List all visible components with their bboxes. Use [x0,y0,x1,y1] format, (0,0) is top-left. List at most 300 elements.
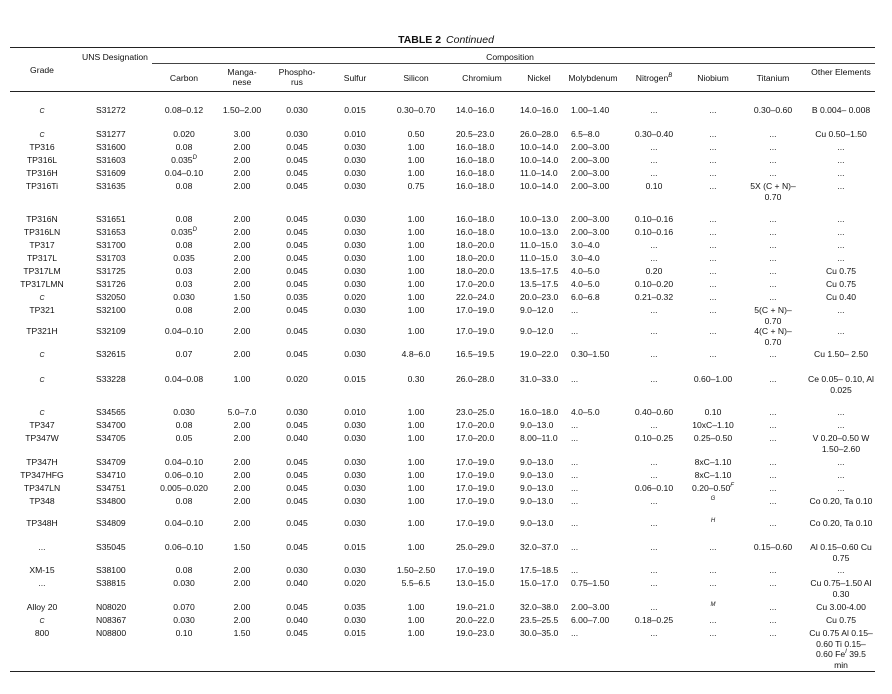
cell-grade [10,374,74,387]
cell-value: ... [709,129,717,139]
cell-niobium [684,578,742,589]
cell-uns-designation [96,292,156,303]
cell-grade [10,470,74,481]
cell-grade [10,240,74,251]
cell-uns-designation [96,420,156,431]
cell-value: 0.10–0.25 [634,433,674,443]
cell-value: S31726 [96,279,126,289]
cell-phosphorus [272,602,322,613]
cell-chromium [456,518,516,529]
cell-nickel [520,326,566,337]
cell-value: ... [571,420,579,430]
cell-molybdenum [571,602,627,613]
cell-other-elements [806,181,876,192]
cell-silicon [388,142,444,153]
bottom-rule [10,671,875,672]
cell-value: 0.015 [344,542,366,552]
cell-value: 0.20–0.50 [692,483,731,493]
cell-value: V 0.20–0.50 W 1.50–2.60 [812,433,870,454]
cell-grade [10,518,74,529]
cell-uns-designation [96,628,156,639]
grade-footnote: C [39,618,45,625]
cell-value: 2.00 [233,326,251,336]
cell-value: 0.045 [286,168,308,178]
cell-value: ... [837,470,845,480]
cell-phosphorus [272,292,322,303]
cell-nitrogen [626,496,682,507]
cell-value: 0.045 [286,628,308,638]
cell-value: 0.10 [175,628,193,638]
cell-value: 2.00–3.00 [571,214,610,224]
cell-value: 0.030 [173,615,195,625]
cell-value: 1.00 [407,602,425,612]
cell-silicon [388,420,444,431]
cell-nickel [520,518,566,529]
cell-manganese [220,292,264,303]
cell-value: 0.070 [173,602,195,612]
cell-manganese [220,181,264,192]
cell-nitrogen [626,542,682,553]
cell-titanium [744,214,802,225]
cell-silicon [388,615,444,626]
cell-value: 0.005–0.020 [160,483,208,493]
cell-value: 1.00 [407,542,425,552]
cell-value: 2.00 [233,142,251,152]
cell-carbon [152,602,216,613]
cell-value: S32050 [96,292,126,302]
cell-value: 16.0–18.0 [456,214,495,224]
cell-carbon [152,483,216,494]
cell-value: 0.030 [344,483,366,493]
cell-value: 2.00 [233,496,251,506]
cell-molybdenum [571,240,627,251]
cell-value: Co 0.20, Ta 0.10 [809,518,873,528]
cell-value: ... [38,578,46,588]
cell-nitrogen [626,457,682,468]
cell-titanium [744,105,802,116]
cell-value: 1.50–2.00 [222,105,262,115]
cell-value: 16.0–18.0 [456,227,495,237]
cell-uns-designation [96,407,156,418]
cell-grade [10,615,74,628]
cell-value: 0.020 [344,292,366,302]
cell-sulfur [330,628,380,639]
cell-silicon [388,349,444,360]
cell-manganese [220,496,264,507]
header-composition: Composition [486,52,534,62]
cell-value: ... [709,227,717,237]
cell-value: 0.030 [344,518,366,528]
cell-value: 11.0–14.0 [520,168,558,178]
cell-other-elements [806,105,876,116]
cell-value: TP316H [26,168,58,178]
cell-value: 1.50 [233,292,251,302]
cell-value: 0.045 [286,253,308,263]
cell-value: 0.045 [286,496,308,506]
cell-sulfur [330,292,380,303]
cell-value: 2.00–3.00 [571,142,610,152]
cell-value: 17.0–19.0 [456,565,495,575]
cell-sulfur [330,542,380,553]
cell-silicon [388,578,444,589]
header-manganese: Manga- nese [227,67,257,87]
cell-other-elements [806,253,876,264]
cell-value: TP317LM [23,266,61,276]
cell-chromium [456,105,516,116]
cell-uns-designation [96,518,156,529]
cell-value: ... [769,227,777,237]
cell-niobium [684,181,742,192]
cell-nitrogen [626,326,682,337]
cell-value: S34709 [96,457,126,467]
cell-carbon [152,155,216,166]
cell-molybdenum [571,227,627,238]
cell-value: 19.0–23.0 [456,628,495,638]
cell-grade [10,253,74,264]
cell-nickel [520,578,566,589]
cell-value: S33228 [96,374,126,384]
cell-niobium [684,253,742,264]
cell-value: 0.030 [344,565,366,575]
cell-manganese [220,142,264,153]
cell-carbon [152,565,216,576]
cell-niobium [684,433,742,444]
header-chromium: Chromium [462,73,502,83]
cell-value: 0.045 [286,266,308,276]
cell-value: 0.030 [286,407,308,417]
cell-uns-designation [96,214,156,225]
cell-nitrogen [626,407,682,418]
cell-uns-designation [96,305,156,316]
cell-value: 9.0–12.0 [520,305,554,315]
cell-value: TP347H [26,457,58,467]
cell-nitrogen [626,615,682,626]
cell-phosphorus [272,240,322,251]
cell-value: 2.00–3.00 [571,602,610,612]
cell-carbon [152,628,216,639]
cell-titanium [744,565,802,576]
cell-value: ... [769,518,777,528]
cell-value: ... [571,457,579,467]
cell-nickel [520,542,566,553]
cell-niobium [684,483,742,494]
cell-carbon [152,542,216,553]
cell-other-elements [806,326,876,337]
cell-value: 1.00 [407,615,425,625]
cell-uns-designation [96,181,156,192]
cell-value: S31700 [96,240,126,250]
cell-value: ... [837,142,845,152]
cell-value: 4.0–5.0 [571,279,600,289]
cell-value: ... [650,578,658,588]
cell-nitrogen [626,518,682,529]
cell-value: ... [650,628,658,638]
cell-carbon [152,214,216,225]
cell-value: ... [769,253,777,263]
cell-carbon [152,292,216,303]
cell-value: ... [837,227,845,237]
cell-manganese [220,565,264,576]
cell-value: 0.18–0.25 [634,615,674,625]
cell-nitrogen [626,420,682,431]
cell-value: TP347HFG [20,470,64,480]
cell-uns-designation [96,374,156,385]
cell-value: 0.030 [344,155,366,165]
cell-manganese [220,602,264,613]
cell-silicon [388,518,444,529]
cell-value: Al 0.15–0.60 Cu 0.75 [810,542,872,563]
cell-chromium [456,349,516,360]
cell-molybdenum [571,420,627,431]
cell-nitrogen [626,578,682,589]
cell-other-elements [806,279,876,290]
cell-titanium [744,305,802,326]
cell-nitrogen [626,565,682,576]
cell-value: 8.00–11.0 [520,433,558,443]
niobium-footnote: M [710,602,716,608]
cell-value: ... [837,565,845,575]
cell-value: 0.030 [344,420,366,430]
cell-nitrogen [626,349,682,360]
cell-molybdenum [571,129,627,140]
cell-value: 2.00 [233,155,251,165]
cell-sulfur [330,565,380,576]
cell-value: 1.00 [407,518,425,528]
cell-phosphorus [272,578,322,589]
cell-value: ... [650,155,658,165]
cell-value: ... [650,542,658,552]
cell-value: ... [709,628,717,638]
cell-value: 1.00 [407,496,425,506]
cell-value: 0.040 [286,615,308,625]
cell-titanium [744,578,802,589]
cell-molybdenum [571,279,627,290]
cell-uns-designation [96,483,156,494]
other-elements-footnote: I [845,649,847,655]
header-grade: Grade [30,65,54,75]
cell-value: 0.25–0.50 [693,433,733,443]
cell-value: 0.045 [286,349,308,359]
cell-value: 800 [34,628,50,638]
cell-phosphorus [272,155,322,166]
cell-value: 0.045 [286,279,308,289]
cell-value: 0.08 [175,240,193,250]
cell-value: 6.0–6.8 [571,292,600,302]
cell-value: 17.0–19.0 [456,496,495,506]
cell-other-elements [806,292,876,303]
cell-phosphorus [272,542,322,553]
cell-value: 0.10 [704,407,722,417]
cell-molybdenum [571,253,627,264]
cell-chromium [456,542,516,553]
cell-value: 5X (C + N)– 0.70 [750,181,796,202]
cell-molybdenum [571,326,627,337]
cell-value: 2.00 [233,602,251,612]
cell-sulfur [330,142,380,153]
cell-molybdenum [571,407,627,418]
cell-carbon [152,129,216,140]
cell-carbon [152,266,216,277]
cell-chromium [456,227,516,238]
cell-value: 15.0–17.0 [520,578,559,588]
cell-value: 11.0–15.0 [520,253,558,263]
cell-value: 16.0–18.0 [456,168,495,178]
cell-value: 2.00–3.00 [571,155,610,165]
cell-carbon [152,181,216,192]
cell-niobium [684,279,742,290]
cell-value: ... [650,374,658,384]
cell-silicon [388,374,444,385]
cell-value: 3.00 [233,129,251,139]
cell-value: Co 0.20, Ta 0.10 [809,496,873,506]
cell-value: 1.00 [407,266,425,276]
cell-value: 9.0–13.0 [520,420,554,430]
cell-value: ... [837,168,845,178]
cell-molybdenum [571,168,627,179]
cell-uns-designation [96,615,156,626]
cell-manganese [220,227,264,238]
cell-value: ... [571,326,579,336]
cell-value: S34705 [96,433,126,443]
cell-value: 0.045 [286,483,308,493]
cell-manganese [220,433,264,444]
cell-value: 2.00 [233,483,251,493]
cell-value: ... [769,279,777,289]
cell-value: 2.00–3.00 [571,181,610,191]
cell-sulfur [330,578,380,589]
cell-niobium [684,266,742,277]
cell-other-elements [806,457,876,468]
cell-nickel [520,483,566,494]
cell-value: ... [650,326,658,336]
cell-nitrogen [626,142,682,153]
cell-sulfur [330,326,380,337]
cell-value: 0.75 [407,181,425,191]
cell-value: ... [769,349,777,359]
cell-phosphorus [272,457,322,468]
cell-titanium [744,253,802,264]
cell-value: S34800 [96,496,126,506]
cell-value: 0.06–0.10 [164,470,204,480]
cell-value: TP317 [29,240,55,250]
cell-value: 0.030 [344,181,366,191]
cell-other-elements [806,374,876,395]
cell-silicon [388,407,444,418]
cell-value: 1.00 [407,253,425,263]
cell-value: 0.030 [173,292,195,302]
cell-molybdenum [571,181,627,192]
cell-value: ... [769,407,777,417]
cell-value: ... [769,240,777,250]
cell-value: 0.030 [344,253,366,263]
cell-value: 0.045 [286,240,308,250]
cell-value: ... [650,420,658,430]
cell-titanium [744,181,802,202]
cell-value: 0.030 [344,349,366,359]
cell-value: ... [769,433,777,443]
cell-value: 0.035 [286,292,308,302]
niobium-footnote: F [730,483,734,489]
cell-value: 22.0–24.0 [456,292,495,302]
cell-value: Alloy 20 [26,602,58,612]
cell-value: 0.030 [173,578,195,588]
cell-value: 4.0–5.0 [571,266,600,276]
cell-value: 20.5–23.0 [456,129,495,139]
cell-phosphorus [272,279,322,290]
cell-manganese [220,628,264,639]
cell-chromium [456,292,516,303]
cell-manganese [220,105,264,116]
cell-grade [10,578,74,589]
cell-uns-designation [96,565,156,576]
cell-value: 26.0–28.0 [520,129,559,139]
cell-nickel [520,407,566,418]
cell-niobium [684,628,742,639]
cell-value: 2.00 [233,615,251,625]
cell-grade [10,602,74,613]
table-title [0,34,892,46]
cell-value: 2.00 [233,349,251,359]
other-elements-text: Cu 0.75 Al 0.15–0.60 Ti 0.15–0.60 Fe [809,628,873,659]
cell-titanium [744,457,802,468]
cell-value: ... [837,305,845,315]
cell-molybdenum [571,292,627,303]
cell-value: 10.0–14.0 [520,181,559,191]
cell-nickel [520,240,566,251]
cell-sulfur [330,457,380,468]
cell-silicon [388,279,444,290]
cell-value: ... [38,542,46,552]
cell-value: 0.030 [344,326,366,336]
cell-sulfur [330,305,380,316]
cell-value: 0.045 [286,420,308,430]
cell-value: TP316L [26,155,58,165]
cell-uns-designation [96,326,156,337]
cell-value: 16.0–18.0 [520,407,559,417]
cell-molybdenum [571,142,627,153]
cell-value: 2.00 [233,305,251,315]
cell-value: 23.0–25.0 [456,407,495,417]
cell-uns-designation [96,457,156,468]
cell-nitrogen [626,602,682,613]
cell-chromium [456,326,516,337]
cell-silicon [388,496,444,507]
cell-other-elements [806,470,876,481]
cell-value: ... [769,155,777,165]
cell-manganese [220,266,264,277]
cell-value: 5.5–6.5 [401,578,431,588]
cell-silicon [388,565,444,576]
cell-value: 17.0–19.0 [456,457,495,467]
cell-value: 0.08 [175,420,193,430]
cell-nitrogen [626,266,682,277]
cell-value: S31600 [96,142,126,152]
cell-nickel [520,615,566,626]
cell-value: 0.030 [286,129,308,139]
cell-nitrogen [626,374,682,385]
cell-value: 1.00 [407,155,425,165]
cell-value: 4.8–6.0 [401,349,431,359]
cell-value: ... [709,305,717,315]
cell-niobium [684,407,742,418]
cell-value: 17.0–19.0 [456,518,495,528]
cell-value: ... [709,155,717,165]
cell-niobium [684,565,742,576]
cell-other-elements [806,305,876,316]
cell-value: TP317LMN [20,279,64,289]
cell-value: ... [650,457,658,467]
cell-value: 0.04–0.10 [164,457,204,467]
